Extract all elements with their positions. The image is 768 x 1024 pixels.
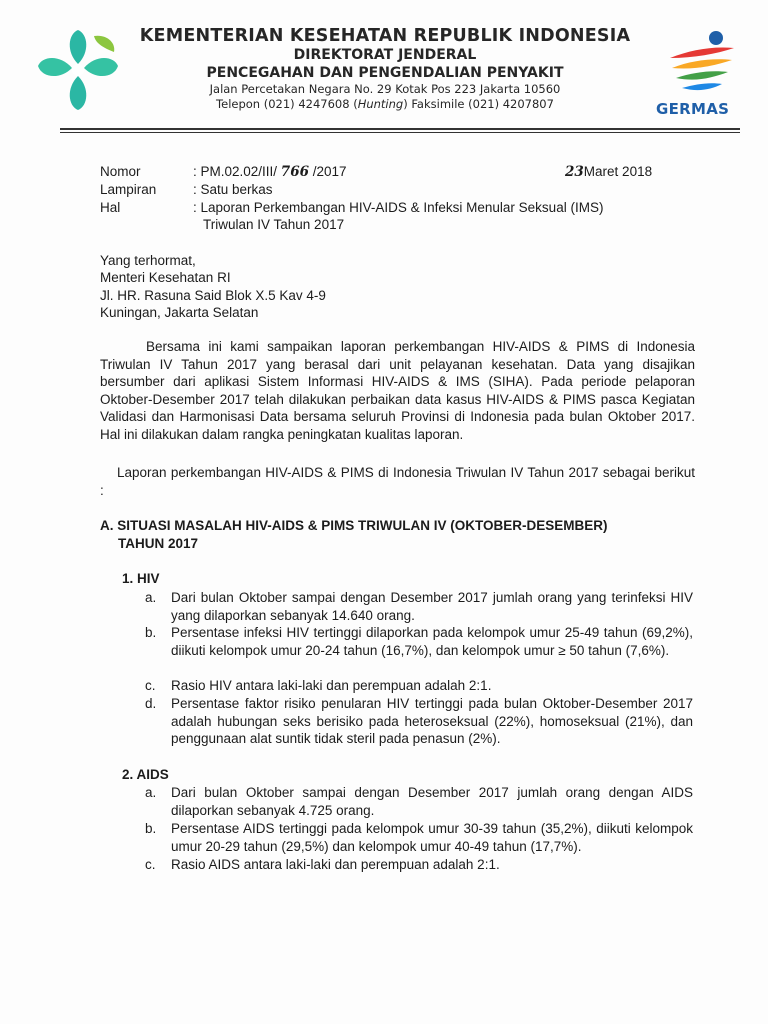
address-line: Jalan Percetakan Negara No. 29 Kotak Pos 223 Jakarta 10560 xyxy=(209,82,561,96)
aids-item-a: Dari bulan Oktober sampai dengan Desember 2017 jumlah orang dengan AIDS dilaporkan sebanyak 4.725 orang. xyxy=(171,785,693,818)
recipient-salutation: Yang terhormat, xyxy=(100,253,196,268)
ministry-name: KEMENTERIAN KESEHATAN REPUBLIK INDONESIA xyxy=(139,26,631,46)
nomor-suffix: /2017 xyxy=(308,164,347,179)
hiv-item-marker: a. xyxy=(145,590,157,605)
section-a-heading-cont: TAHUN 2017 xyxy=(118,536,199,551)
date-rest: Maret 2018 xyxy=(583,164,653,179)
body-paragraph-2: Laporan perkembangan HIV-AIDS & PIMS di Indonesia Triwulan IV Tahun 2017 sebagai berikut : xyxy=(100,465,695,498)
date-handwritten: 23 xyxy=(565,164,584,180)
hiv-item-a: Dari bulan Oktober sampai dengan Desember 2017 jumlah orang yang terinfeksi HIV yang dilaporkan sebanyak 14.640 orang. xyxy=(171,590,693,623)
phone-italic: Hunting xyxy=(357,97,404,111)
aids-subheading: 2. AIDS xyxy=(122,767,169,782)
body-paragraph-1: Bersama ini kami sampaikan laporan perkembangan HIV-AIDS & PIMS di Indonesia Triwulan IV Tahun 2017 yang berasal dari unit pelayanan kesehatan. Data yang disajikan bersumber dari aplikasi Sistem Informasi HIV-AIDS & IMS (SIHA). Pada periode pelaporan Oktober-Desember 2017 telah dilakukan perbaikan data kasus HIV-AIDS & PIMS pasca Kegiatan Validasi dan Harmonisasi Data bersama seluruh Provinsi di Indonesia pada bulan Oktober 2017. Hal ini dilakukan dalam rangka peningkatan kualitas laporan. xyxy=(100,339,695,442)
fax-text: ) Faksimile (021) 4207807 xyxy=(403,97,554,111)
germas-label: GERMAS xyxy=(656,100,730,118)
aids-item-marker: c. xyxy=(145,857,156,872)
recipient-address: Jl. HR. Rasuna Said Blok X.5 Kav 4-9 xyxy=(100,288,326,303)
aids-item-marker: a. xyxy=(145,785,157,800)
hiv-item-marker: b. xyxy=(145,625,157,640)
lampiran-value: : Satu berkas xyxy=(193,182,273,197)
germas-logo xyxy=(660,28,740,100)
hal-value-cont: Triwulan IV Tahun 2017 xyxy=(203,217,345,232)
nomor-label: Nomor xyxy=(100,164,141,179)
recipient-name: Menteri Kesehatan RI xyxy=(100,270,231,285)
hiv-item-b: Persentase infeksi HIV tertinggi dilaporkan pada kelompok umur 25-49 tahun (69,2%), diikuti kelompok umur 20-24 tahun (16,7%), dan kelompok umur ≥ 50 tahun (7,6%). xyxy=(171,625,693,658)
hiv-item-marker: c. xyxy=(145,678,156,693)
hiv-subheading: 1. HIV xyxy=(122,571,160,586)
hiv-item-marker: d. xyxy=(145,696,157,711)
aids-item-marker: b. xyxy=(145,821,157,836)
lampiran-label: Lampiran xyxy=(100,182,157,197)
hal-value: : Laporan Perkembangan HIV-AIDS & Infeksi Menular Seksual (IMS) xyxy=(193,200,604,215)
directorate-name: PENCEGAHAN DAN PENGENDALIAN PENYAKIT xyxy=(206,65,564,81)
recipient-city: Kuningan, Jakarta Selatan xyxy=(100,305,259,320)
hiv-item-c: Rasio HIV antara laki-laki dan perempuan adalah 2:1. xyxy=(171,678,492,693)
kemenkes-logo xyxy=(34,26,126,116)
hiv-item-d: Persentase faktor risiko penularan HIV tertinggi pada bulan Oktober-Desember 2017 adalah hubungan seks berisiko pada heteroseksual (22%), homoseksual (21%), dan penggunaan alat suntik tidak steril pada penasun (2%). xyxy=(171,696,693,746)
nomor-prefix: : PM.02.02/III/ xyxy=(193,164,281,179)
nomor-value xyxy=(193,163,347,181)
letter-date xyxy=(565,163,652,181)
letterhead-divider-thin xyxy=(60,132,740,133)
letterhead-divider xyxy=(60,128,740,130)
aids-item-b: Persentase AIDS tertinggi pada kelompok umur 30-39 tahun (35,2%), diikuti kelompok umur 20-29 tahun (29,5%) dan kelompok umur 40-49 tahun (17,7%). xyxy=(171,821,693,854)
directorate-title: DIREKTORAT JENDERAL xyxy=(293,47,477,63)
phone-line xyxy=(134,97,636,111)
nomor-handwritten: 766 xyxy=(280,164,309,180)
hal-label: Hal xyxy=(100,200,121,215)
section-a-heading: A. SITUASI MASALAH HIV-AIDS & PIMS TRIWULAN IV (OKTOBER-DESEMBER) xyxy=(100,518,608,533)
phone-text: Telepon (021) 4247608 ( xyxy=(216,97,358,111)
aids-item-c: Rasio AIDS antara laki-laki dan perempuan adalah 2:1. xyxy=(171,857,500,872)
